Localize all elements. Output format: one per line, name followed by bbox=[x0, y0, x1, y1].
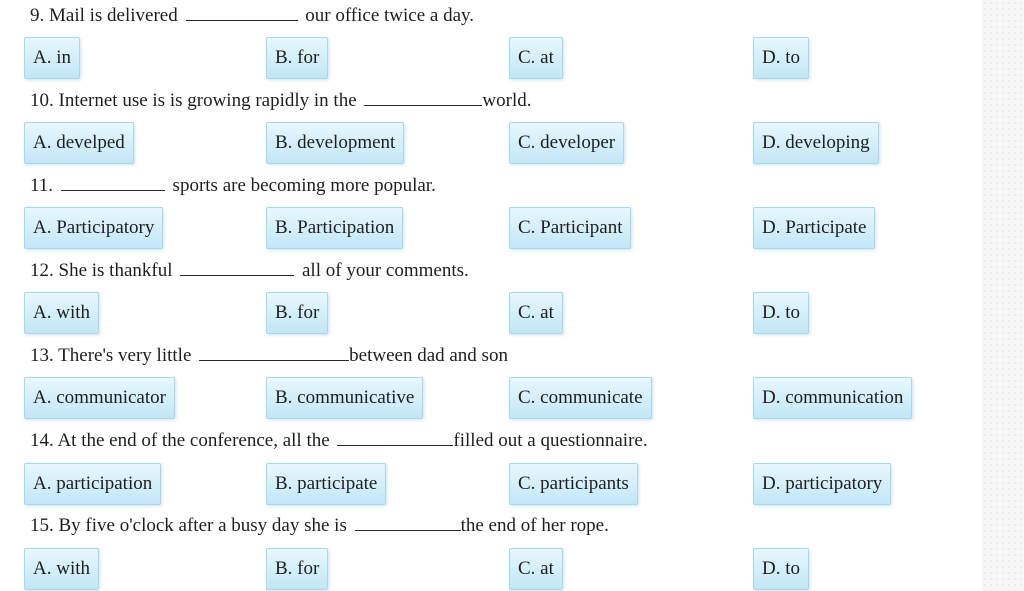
option-d[interactable]: D. to bbox=[753, 548, 809, 590]
question-text-before: By five o'clock after a busy day she is bbox=[58, 515, 347, 536]
answer-blank bbox=[355, 513, 461, 531]
option-c[interactable]: C. developer bbox=[509, 122, 624, 164]
option-d[interactable]: D. to bbox=[753, 292, 809, 334]
option-b[interactable]: B. for bbox=[266, 292, 328, 334]
question-text-after: sports are becoming more popular. bbox=[172, 175, 436, 196]
question-text-after: our office twice a day. bbox=[305, 5, 475, 26]
option-a[interactable]: A. with bbox=[24, 548, 99, 590]
question-15 bbox=[30, 513, 609, 539]
option-a[interactable]: A. develped bbox=[24, 122, 134, 164]
question-number: 11. bbox=[30, 175, 54, 196]
option-a[interactable]: A. Participatory bbox=[24, 207, 163, 249]
option-c[interactable]: C. participants bbox=[509, 463, 638, 505]
question-number: 12. bbox=[30, 260, 54, 281]
answer-blank bbox=[337, 428, 453, 446]
option-c[interactable]: C. at bbox=[509, 292, 563, 334]
option-b[interactable]: B. participate bbox=[266, 463, 386, 505]
option-d[interactable]: D. Participate bbox=[753, 207, 875, 249]
question-text-before: At the end of the conference, all the bbox=[57, 430, 330, 451]
question-number: 14. bbox=[30, 430, 54, 451]
option-b[interactable]: B. Participation bbox=[266, 207, 403, 249]
option-b[interactable]: B. for bbox=[266, 548, 328, 590]
option-b[interactable]: B. for bbox=[266, 37, 328, 79]
option-c[interactable]: C. at bbox=[509, 548, 563, 590]
answer-blank bbox=[180, 258, 294, 276]
question-12 bbox=[30, 258, 469, 284]
option-b[interactable]: B. development bbox=[266, 122, 404, 164]
question-text-before: There's very little bbox=[58, 345, 192, 366]
question-14 bbox=[30, 428, 648, 454]
option-a[interactable]: A. participation bbox=[24, 463, 161, 505]
option-d[interactable]: D. participatory bbox=[753, 463, 891, 505]
answer-blank bbox=[61, 173, 165, 191]
question-9 bbox=[30, 3, 474, 29]
option-a[interactable]: A. in bbox=[24, 37, 80, 79]
option-a[interactable]: A. with bbox=[24, 292, 99, 334]
question-11 bbox=[30, 173, 436, 199]
option-d[interactable]: D. developing bbox=[753, 122, 879, 164]
question-text-after: all of your comments. bbox=[302, 260, 469, 281]
question-text-before: She is thankful bbox=[58, 260, 173, 281]
option-a[interactable]: A. communicator bbox=[24, 377, 175, 419]
option-c[interactable]: C. Participant bbox=[509, 207, 631, 249]
answer-blank bbox=[199, 343, 349, 361]
question-text-after: filled out a questionnaire. bbox=[453, 430, 648, 451]
page-edge-strip bbox=[982, 0, 1024, 591]
option-c[interactable]: C. communicate bbox=[509, 377, 652, 419]
option-b[interactable]: B. communicative bbox=[266, 377, 423, 419]
option-d[interactable]: D. to bbox=[753, 37, 809, 79]
question-number: 15. bbox=[30, 515, 54, 536]
option-c[interactable]: C. at bbox=[509, 37, 563, 79]
answer-blank bbox=[186, 3, 298, 21]
answer-blank bbox=[364, 88, 482, 106]
question-number: 13. bbox=[30, 345, 54, 366]
question-text-before: Internet use is is growing rapidly in the bbox=[58, 90, 357, 111]
question-number: 10. bbox=[30, 90, 54, 111]
question-text-after: world. bbox=[482, 90, 532, 111]
question-number: 9. bbox=[30, 5, 45, 26]
question-text-after: the end of her rope. bbox=[460, 515, 609, 536]
option-d[interactable]: D. communication bbox=[753, 377, 912, 419]
question-10 bbox=[30, 88, 531, 114]
question-13 bbox=[30, 343, 508, 369]
question-text-before: Mail is delivered bbox=[49, 5, 178, 26]
question-text-after: between dad and son bbox=[349, 345, 508, 366]
